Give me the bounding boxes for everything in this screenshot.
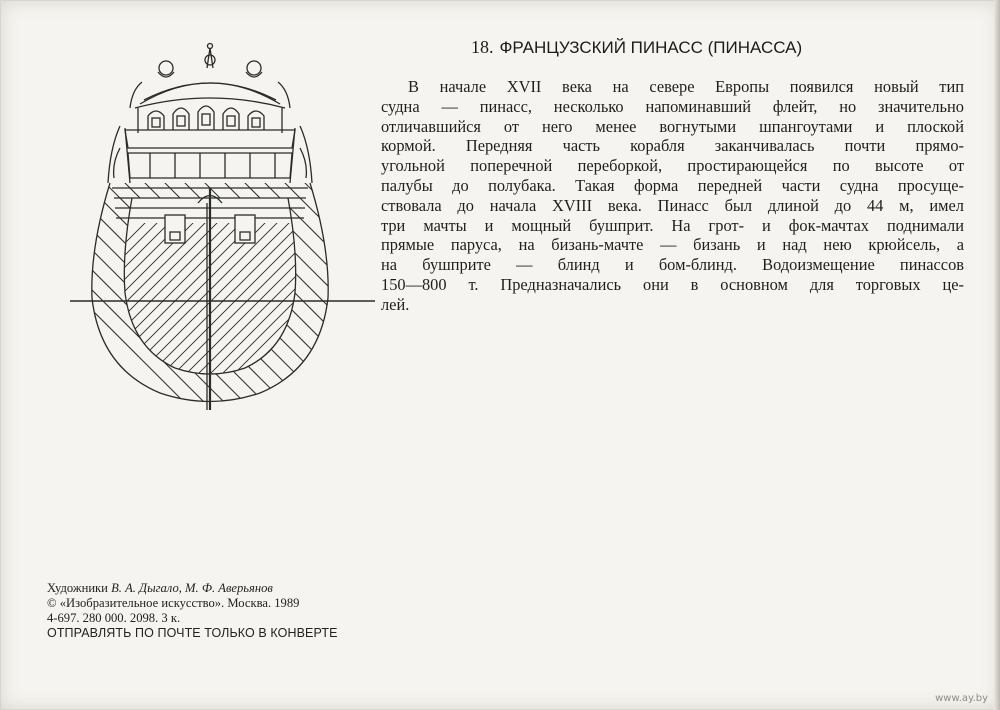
artists-line [47,581,338,596]
description-line: угольной поперечной переборкой, простирающейся по высоте от [381,156,964,176]
card-title-text: ФРАНЦУЗСКИЙ ПИНАСС (ПИНАССА) [499,38,803,57]
description-line: прямые паруса, на бизань-мачте — бизань и над нею крюйсель, а [381,235,964,255]
description-line: 150—800 т. Предназначались они в основном для торговых це- [381,274,964,294]
description-line: отличавшийся от него менее вогнутыми шпангоутами и плоской [381,116,964,136]
card-title [471,37,802,58]
description-line: палубы до полубака. Такая форма передней части судна просуще- [381,175,964,195]
mail-instruction: ОТПРАВЛЯТЬ ПО ПОЧТЕ ТОЛЬКО В КОНВЕРТЕ [47,626,338,640]
artists-names: В. А. Дыгало, М. Ф. Аверьянов [111,581,273,595]
publisher-credits [47,581,338,641]
description-line: лей. [381,294,410,314]
ship-stern-illustration [70,38,390,418]
print-code-line: 4-697. 280 000. 2098. 3 к. [47,611,181,625]
watermark: www.ay.by [935,693,988,704]
card-number: 18. [471,37,494,57]
description-text [381,77,964,315]
description-line: В начале XVII века на севере Европы появился новый тип [408,77,964,96]
description-line: три мачты и мощный бушприт. На грот- и фок-мачтах поднимали [381,215,964,235]
artists-label: Художники [47,581,108,595]
description-line: ствовала до начала XVIII века. Пинасс был длиной до 44 м, имел [381,195,964,215]
description-line: кормой. Передняя часть корабля заканчивалась почти прямо- [381,136,964,156]
description-line: судна — пинасс, несколько напоминавший флейт, но значительно [381,96,964,116]
description-line: на бушприте — блинд и бом-блинд. Водоизмещение пинассов [381,255,964,275]
copyright-line: © «Изобразительное искусство». Москва. 1989 [47,596,300,610]
